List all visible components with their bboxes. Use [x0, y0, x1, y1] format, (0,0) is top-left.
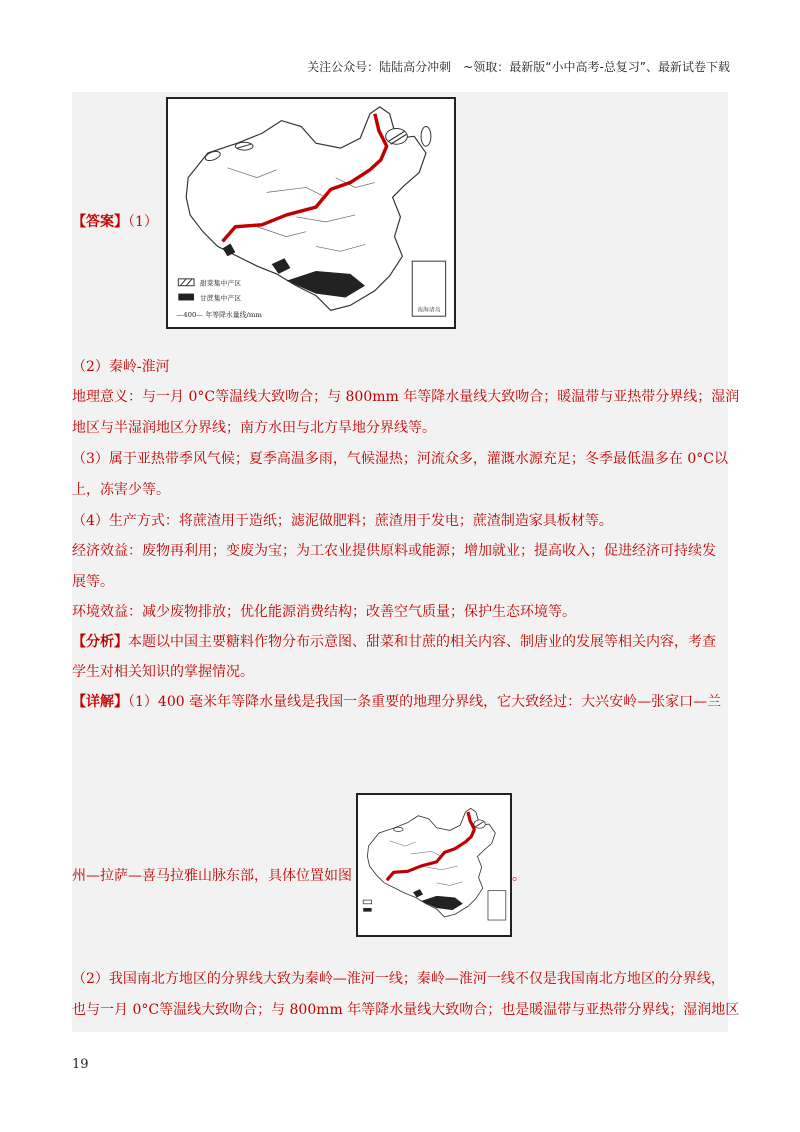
china-map-figure-small [358, 795, 510, 935]
answer-q3-line1: （3）属于亚热带季风气候；夏季高温多雨，气候湿热；河流众多，灌溉水源充足；冬季最低温多在 0°C以 [72, 451, 728, 467]
map-legend-isoline: —400— 年等降水量线/mm [176, 311, 262, 320]
answer-q1-label: （1） [128, 214, 158, 230]
detail-label: 【详解】 [72, 694, 128, 710]
map-inset-label: 南海诸岛 [417, 307, 441, 314]
answer-econ-line1: 经济效益：废物再利用；变废为宝；为工农业提供原料或能源；增加就业；提高收入；促进经济可持续发 [72, 543, 716, 559]
detail-line1 [72, 692, 728, 712]
map-legend-beet: 甜菜集中产区 [199, 279, 242, 288]
answer-q2-title: （2）秦岭-淮河 [72, 359, 170, 375]
page-number: 19 [72, 1057, 89, 1072]
detail-line2-before: 州—拉萨—喜马拉雅山脉东部，具体位置如图 [72, 868, 352, 884]
answer-q4-line: （4）生产方式：将蔗渣用于造纸；滤泥做肥料；蔗渣用于发电；蔗渣制造家具板材等。 [72, 513, 613, 529]
answer-q3-line2: 上，冻害少等。 [72, 482, 170, 498]
answer-econ-line2: 展等。 [72, 574, 114, 590]
answer-label: 【答案】 [72, 214, 128, 230]
china-sugar-crop-map-small [356, 793, 512, 937]
analysis-label: 【分析】 [72, 634, 128, 650]
detail-line2-after: 。 [512, 868, 526, 884]
answer-q2-line1: 地理意义：与一月 0°C等温线大致吻合；与 800mm 年等降水量线大致吻合；暖温带与亚热带分界线；湿润 [72, 389, 740, 405]
page-header: 关注公众号：陆陆高分冲刺 ~领取：最新版“小中高考-总复习”、最新试卷下载 [307, 60, 730, 74]
answer-env-line: 环境效益：减少废物排放；优化能源消费结构；改善空气质量；保护生态环境等。 [72, 604, 576, 620]
china-sugar-crop-map [166, 97, 456, 329]
answer-q2-line2: 地区与半湿润地区分界线；南方水田与北方旱地分界线等。 [72, 420, 436, 436]
detail-line3: （2）我国南北方地区的分界线大致为秦岭—淮河一线；秦岭—淮河一线不仅是我国南北方地区的分界线， [72, 971, 725, 987]
analysis-text-1: 本题以中国主要糖料作物分布示意图、甜菜和甘蔗的相关内容、制唐业的发展等相关内容，考查 [128, 634, 716, 650]
analysis-line1 [72, 632, 728, 652]
china-map-figure [168, 99, 454, 327]
detail-text-1: （1）400 毫米年等降水量线是我国一条重要的地理分界线，它大致经过：大兴安岭—张家口—兰 [128, 694, 722, 710]
map-legend-cane: 甘蔗集中产区 [199, 294, 242, 303]
analysis-line2: 学生对相关知识的掌握情况。 [72, 664, 254, 680]
detail-line4: 也与一月 0°C等温线大致吻合；与 800mm 年等降水量线大致吻合；也是暖温带与亚热带分界线；湿润地区 [72, 1002, 740, 1018]
